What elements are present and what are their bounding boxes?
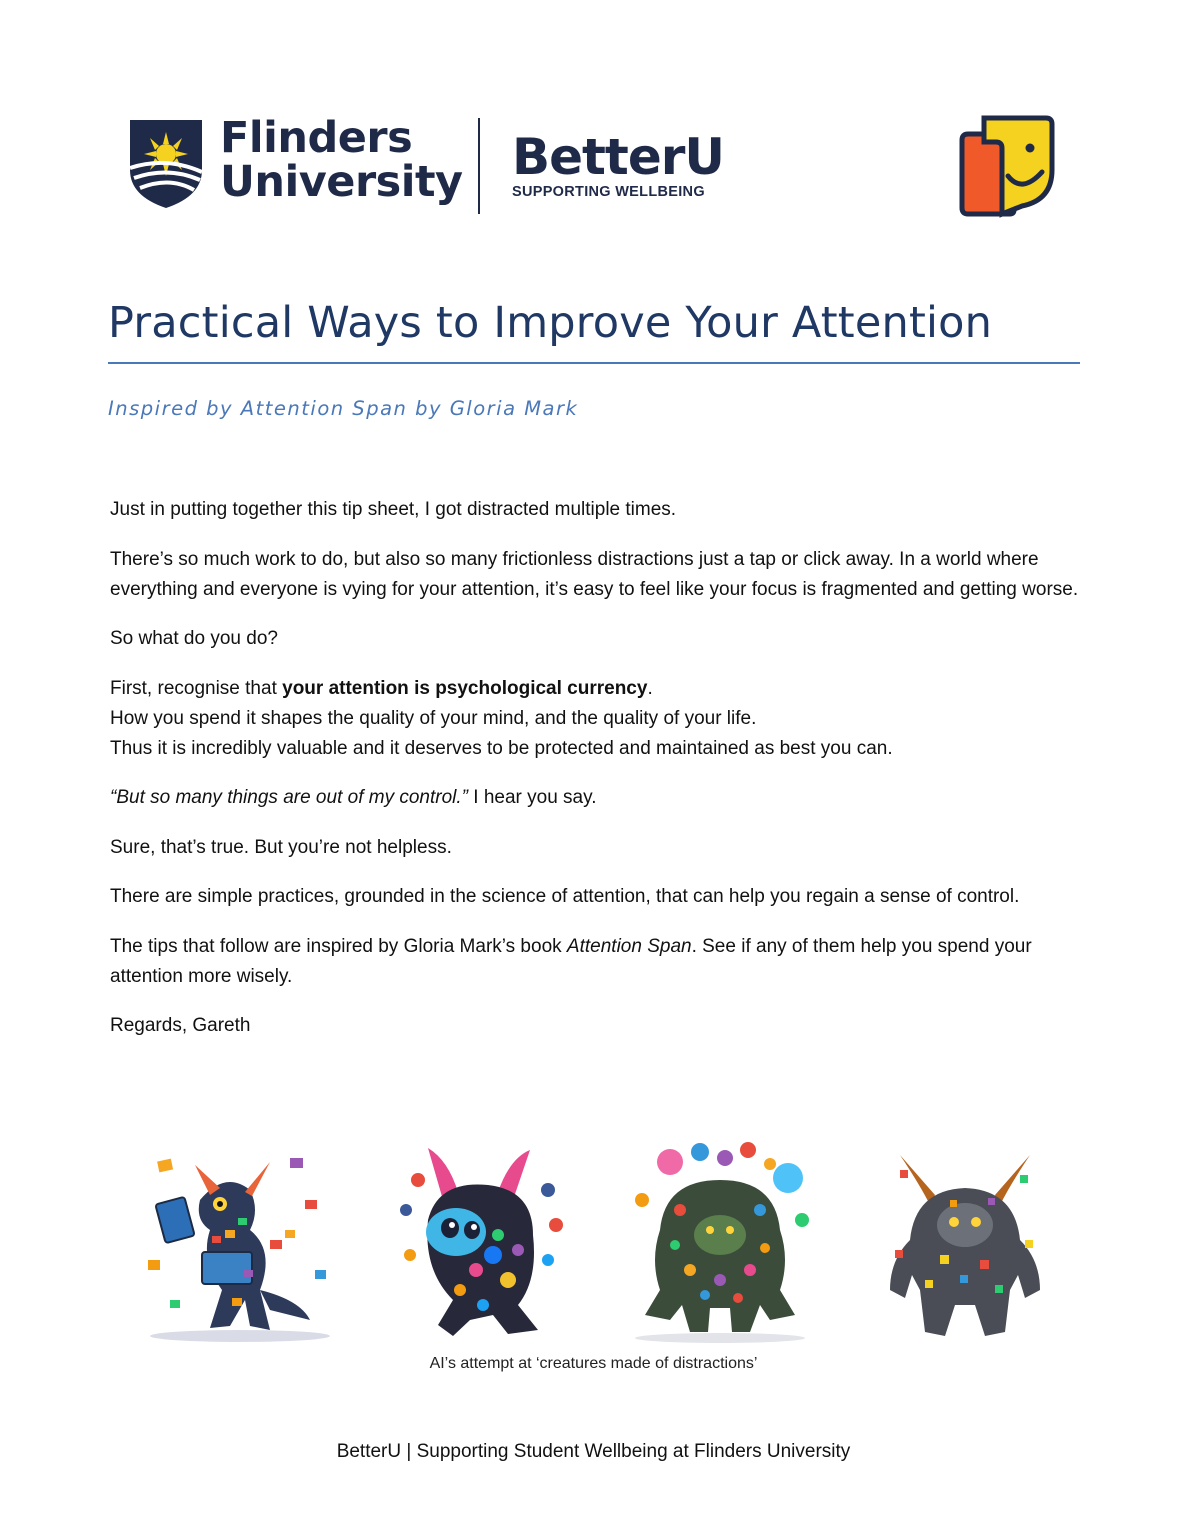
paragraph-1: Just in putting together this tip sheet, I got distracted multiple times. (110, 499, 677, 520)
paragraph-2: There’s so much work to do, but also so many frictionless distractions just a tap or click away. In a world where everything and everyone is vying for your attention, it’s easy to feel like your focus is fragmented and getting worse. (110, 548, 1079, 600)
bubble-creature-image (620, 1140, 820, 1345)
paragraph-8-end: . See if any of them help you spend your attention more wisely. (110, 935, 1032, 987)
betteru-mark-icon (958, 114, 1056, 218)
paragraph-3: So what do you do? (110, 628, 278, 649)
title-underline (108, 362, 1080, 364)
flinders-shield-icon (128, 118, 204, 210)
paragraph-4-line-3: Thus it is incredibly valuable and it deserves to be protected and maintained as best you can. (110, 737, 893, 759)
betteru-wordmark: BetterU (512, 128, 724, 186)
paragraph-8-intro: The tips that follow are inspired by Gloria Mark’s book (110, 935, 567, 957)
page-footer: BetterU | Supporting Student Wellbeing at Flinders University (336, 1441, 851, 1462)
book-title: Attention Span (566, 935, 692, 957)
body-text (110, 495, 1080, 1061)
paragraph-5-end: I hear you say. (468, 787, 597, 808)
paragraph-4 (110, 674, 1080, 764)
paragraph-7: There are simple practices, grounded in the science of attention, that can help you regain a sense of control. (110, 886, 1020, 907)
flinders-university-logo (128, 113, 463, 216)
horned-creature-image (880, 1140, 1050, 1345)
paragraph-4-line-2: How you spend it shapes the quality of your mind, and the quality of your life. (110, 707, 757, 729)
bunny-creature-image (398, 1140, 568, 1345)
university-line-1: Flinders (220, 113, 413, 163)
creature-gallery (140, 1140, 1060, 1350)
logo-divider (478, 118, 480, 214)
paragraph-6: Sure, that’s true. But you’re not helpless. (110, 836, 452, 858)
university-line-2: University (220, 157, 463, 207)
paragraph-5 (110, 783, 1080, 813)
dragon-creature-image (140, 1140, 340, 1345)
page-title: Practical Ways to Improve Your Attention (108, 298, 993, 348)
flinders-wordmark (220, 113, 463, 207)
page-subtitle: Inspired by Attention Span by Gloria Mark (108, 397, 579, 420)
sign-off: Regards, Gareth (110, 1015, 251, 1036)
paragraph-4-end: . (647, 677, 653, 699)
gallery-caption: AI’s attempt at ‘creatures made of distractions’ (429, 1355, 758, 1372)
betteru-tagline: SUPPORTING WELLBEING (512, 184, 705, 200)
betteru-logo (512, 130, 724, 200)
paragraph-4-intro: First, recognise that (110, 677, 283, 699)
paragraph-8 (110, 932, 1080, 992)
paragraph-4-emphasis: your attention is psychological currency (282, 677, 648, 699)
paragraph-5-quote: “But so many things are out of my control.” (110, 787, 468, 808)
